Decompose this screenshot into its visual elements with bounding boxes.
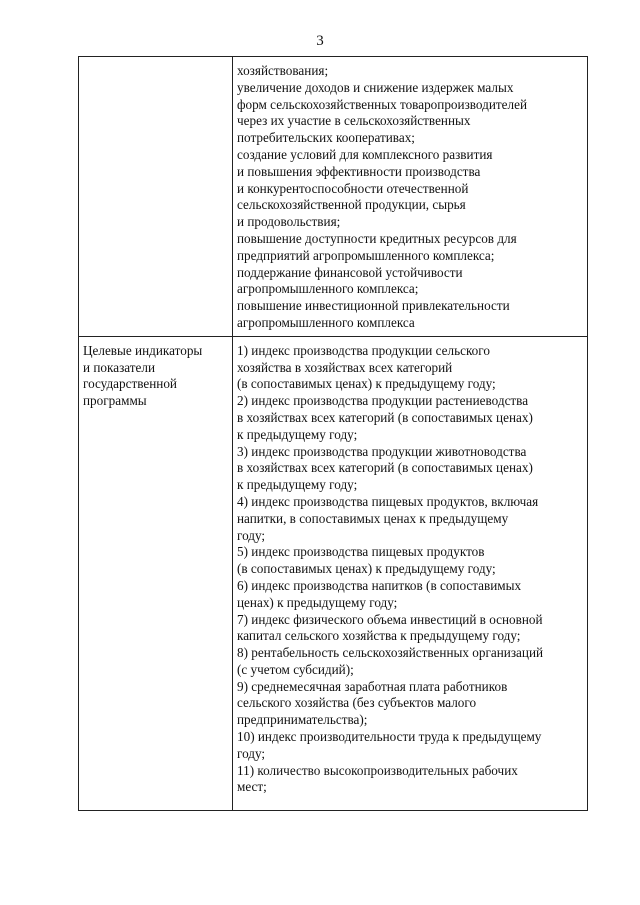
text-line: повышение инвестиционной привлекательности xyxy=(237,298,510,314)
table-row xyxy=(79,57,588,337)
text-line: 11) количество высокопроизводительных рабочих xyxy=(237,762,518,778)
text-line: предприятий агропромышленного комплекса; xyxy=(237,247,495,263)
text-line: году; xyxy=(237,745,266,761)
text-line: агропромышленного комплекса xyxy=(237,314,415,330)
text-line: создание условий для комплексного развития xyxy=(237,146,493,162)
text-line: (в сопоставимых ценах) к предыдущему году; xyxy=(237,561,496,577)
text-line: 4) индекс производства пищевых продуктов, включая xyxy=(237,493,539,509)
text-line: поддержание финансовой устойчивости xyxy=(237,264,463,280)
row-label-cell xyxy=(79,336,233,810)
text-line: к предыдущему году; xyxy=(237,477,358,493)
text-line: и повышения эффективности производства xyxy=(237,163,481,179)
text-line: (с учетом субсидий); xyxy=(237,661,354,677)
text-line: предпринимательства); xyxy=(237,712,368,728)
text-line: 7) индекс физического объема инвестиций в основной xyxy=(237,611,543,627)
text-line: 5) индекс производства пищевых продуктов xyxy=(237,544,485,560)
text-line: ценах) к предыдущему году; xyxy=(237,594,398,610)
text-line: в хозяйствах всех категорий (в сопоставимых ценах) xyxy=(237,409,533,425)
text-line: через их участие в сельскохозяйственных xyxy=(237,113,471,129)
text-line: хозяйства в хозяйствах всех категорий xyxy=(237,359,453,375)
text-line: и конкурентоспособности отечественной xyxy=(237,180,469,196)
text-line: 9) среднемесячная заработная плата работников xyxy=(237,678,508,694)
text-line: 10) индекс производительности труда к предыдущему xyxy=(237,729,542,745)
text-line: форм сельскохозяйственных товаропроизводителей xyxy=(237,96,528,112)
text-line: и продовольствия; xyxy=(237,214,341,230)
text-line: 1) индекс производства продукции сельского xyxy=(237,342,490,358)
text-line: повышение доступности кредитных ресурсов для xyxy=(237,230,517,246)
text-line: 2) индекс производства продукции растениеводства xyxy=(237,393,529,409)
text-line: 3) индекс производства продукции животноводства xyxy=(237,443,527,459)
text-line: сельского хозяйства (без субъектов малого xyxy=(237,695,477,711)
row-value-cell xyxy=(233,57,588,337)
text-line: напитки, в сопоставимых ценах к предыдущему xyxy=(237,510,509,526)
text-line: потребительских кооперативах; xyxy=(237,130,415,146)
text-line: 6) индекс производства напитков (в сопоставимых xyxy=(237,577,522,593)
row-value-cell xyxy=(233,336,588,810)
label-line: Целевые индикаторы xyxy=(83,342,203,358)
text-line: в хозяйствах всех категорий (в сопоставимых ценах) xyxy=(237,460,533,476)
text-line: капитал сельского хозяйства к предыдущему году; xyxy=(237,628,521,644)
row-label-cell xyxy=(79,57,233,337)
program-passport-table xyxy=(78,56,588,811)
text-line: мест; xyxy=(237,779,267,795)
text-line: агропромышленного комплекса; xyxy=(237,281,419,297)
label-line: и показатели xyxy=(83,359,156,375)
text-line: году; xyxy=(237,527,266,543)
text-line: 8) рентабельность сельскохозяйственных организаций xyxy=(237,645,544,661)
label-line: программы xyxy=(83,393,147,409)
text-line: сельскохозяйственной продукции, сырья xyxy=(237,197,466,213)
text-line: (в сопоставимых ценах) к предыдущему году; xyxy=(237,376,496,392)
text-line: хозяйствования; xyxy=(237,63,329,78)
page-number: 3 xyxy=(316,33,324,49)
text-line: увеличение доходов и снижение издержек малых xyxy=(237,79,514,95)
label-line: государственной xyxy=(83,376,177,392)
text-line: к предыдущему году; xyxy=(237,426,358,442)
table-row xyxy=(79,336,588,810)
